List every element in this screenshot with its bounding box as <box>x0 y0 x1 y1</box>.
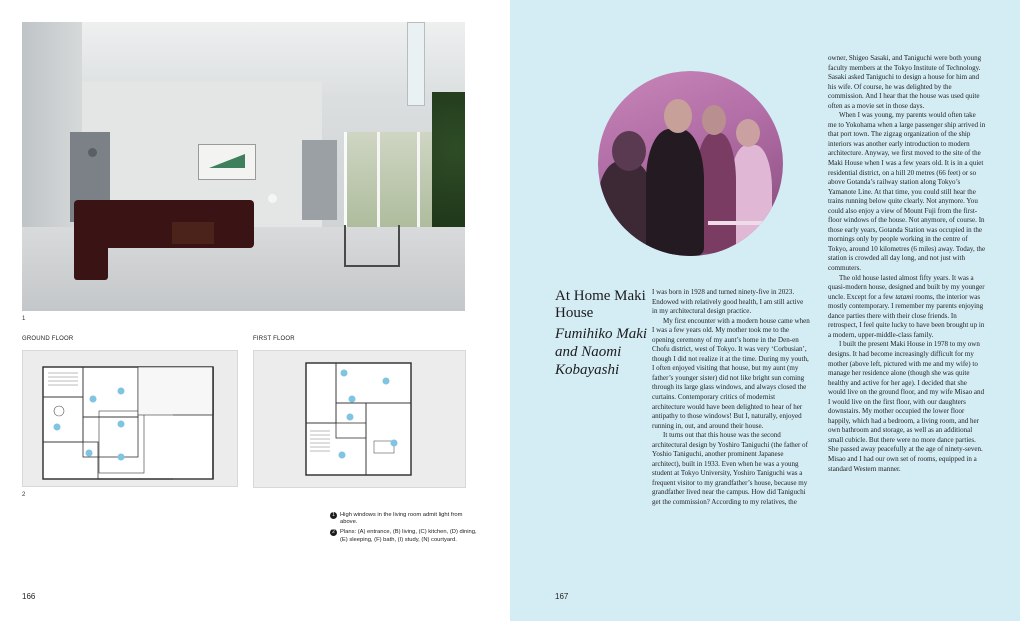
first-floor-plan <box>253 350 466 488</box>
italic-word: tatami <box>895 292 914 301</box>
figure-captions <box>330 512 480 547</box>
figure-2-number: 2 <box>22 492 26 498</box>
wall-artwork <box>198 144 256 180</box>
figure-person-1 <box>598 161 653 256</box>
paragraph: I was born in 1928 and turned ninety-five in 2023. Endowed with relatively good health, I am still active in my architectural design practice. <box>652 288 804 316</box>
caption-1-number: 1 <box>330 512 337 519</box>
article-title-block <box>555 288 650 379</box>
paragraph: The old house lasted almost fifty years. It was a quasi-modern house, designed and built by my younger uncle. Except for a few tatami rooms, the interior was mostly contemporary. I remember my parents enjoying dance parties there with their close friends. In retrospect, I feel quite lucky to have been brought up in a modern, upper-middle-class family. <box>828 273 985 339</box>
first-floor-label: FIRST FLOOR <box>253 336 295 342</box>
caption-2-text: Plans: (A) entrance, (B) living, (C) kitchen, (D) dining, (E) sleeping, (F) bath, (I) study, (N) courtyard. <box>340 529 477 543</box>
paragraph: I built the present Maki House in 1978 to my own designs. It had become increasingly difficult for my mother (above left, pictured with me and my wife) to manage her residence alone (though she was quite healthy and active for her age). I decided that she would live on the ground floor, and my wife Misao and I would live on the first floor, with our daughters downstairs. My mother occupied the lower floor happily, which had a bedroom, a living room, and her own bathroom and storage, as well as an additional small cubicle. But there were no more dance parties. She passed away peacefully at the age of ninety-seven. Misao and I had our own set of rooms, equipped in a standard Western manner. <box>828 340 985 473</box>
figure-person-2 <box>646 129 704 256</box>
caption-2-number: 2 <box>330 529 337 536</box>
high-window <box>407 22 425 106</box>
article-authors: Fumihiko Maki and Naomi Kobayashi <box>555 326 648 378</box>
text-column-1 <box>652 288 810 508</box>
portrait-photo <box>598 71 783 256</box>
chair <box>344 225 400 267</box>
article-title: At Home Maki House <box>555 288 646 321</box>
paragraph: owner, Shigeo Sasaki, and Taniguchi were both young faculty members at the Tokyo Institute of Technology. Sasaki asked Taniguchi to design a house for him and his wife. Of course, he was delighted by the commission. And I hear that the house was used quite often as a movie set in those days. <box>828 54 982 110</box>
page-number-left: 166 <box>22 592 36 601</box>
sofa <box>74 200 254 248</box>
text-column-2 <box>828 54 986 474</box>
paragraph: When I was young, my parents would often take me to Yokohama when a large passenger ship arrived in that port town. The zigzag organization of the ship interiors was another early introduction to modern architecture. Anyway, we first moved to the site of the Maki House when I was a few years old. It is in a quiet residential district, on a hill 20 metres (66 feet) or so above Gotanda’s railway station along Tokyo’s Yamanote Line. At that time, you could still hear the trains running below quite clearly. Not anymore. You could also enjoy a view of Mount Fuji from the first-floor windows of the house. Not anymore, of course. In those early years, Gotanda Station was occupied in the mornings only by people working in the centre of Tokyo, around 10 kilometres (6 miles) away. Today, the station is crowded all day long, and not just with commuters. <box>828 111 986 273</box>
ground-floor-label: GROUND FLOOR <box>22 336 74 342</box>
caption-1-text: High windows in the living room admit light from above. <box>340 512 463 526</box>
caption-1 <box>330 512 480 526</box>
wall-clock <box>88 148 97 157</box>
living-room-photo <box>22 22 465 311</box>
paragraph: My first encounter with a modern house came when I was a few years old. My mother took me to the opening ceremony of my aunt’s home in the Den-en Chofu district, west of Tokyo. It was very ‘Corbusian’, though I did not realize it at the time. During my youth, I often enjoyed visiting that house, but my aunt (my father’s younger sister) did not like bright sun coming through its large glass windows, and always closed the curtains. Contemporary critics of modernist architecture would have been delighted to hear of her antipathy to those windows! But I, naturally, enjoyed running in, out, and around their house. <box>652 316 810 430</box>
paragraph: It turns out that this house was the second architectural design by Yoshiro Taniguchi (the father of Yoshio Taniguchi, another prominent Japanese architect), built in 1933. Even when he was a young student at Tokyo University, Yoshiro Taniguchi was a frequent visitor to my grandfather’s house, because my grandfather lived near the campus. How did Taniguchi get the commission? According to my relatives, the <box>652 431 808 507</box>
page-number-right: 167 <box>555 592 569 601</box>
figure-person-4 <box>730 145 772 255</box>
ground-floor-plan <box>22 350 238 487</box>
lamp <box>268 194 277 203</box>
figure-1-number: 1 <box>22 316 26 322</box>
caption-2 <box>330 529 480 543</box>
coffee-table <box>172 222 214 244</box>
